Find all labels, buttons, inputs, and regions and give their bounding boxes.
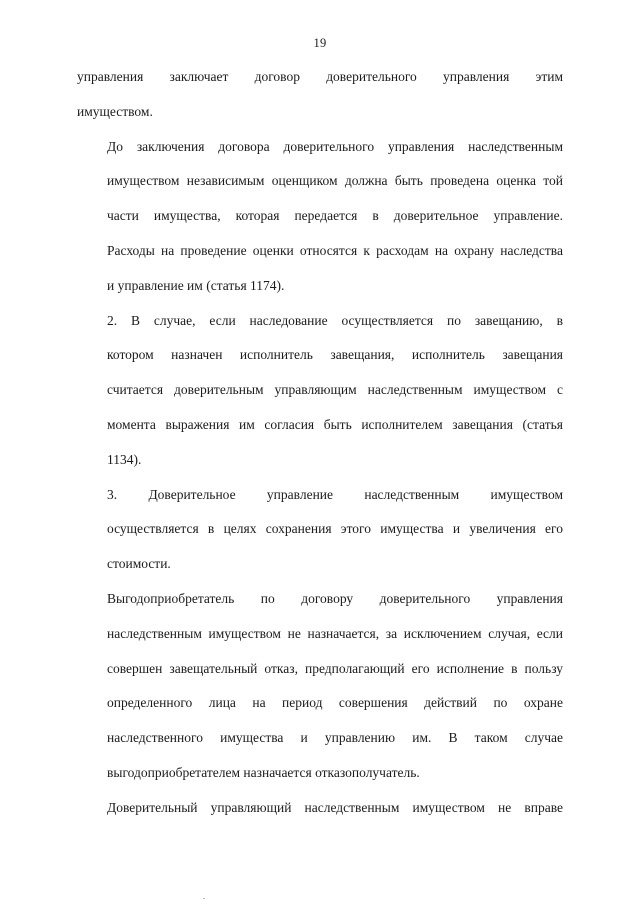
text-line: и управление им (статья 1174).	[107, 277, 285, 293]
text-line: определенного лица на период совершения действий по охране	[107, 695, 563, 711]
page-number: 19	[313, 36, 327, 50]
text-line: котором назначен исполнитель завещания, исполнитель завещания	[107, 347, 563, 363]
paragraph	[77, 60, 563, 130]
document-body	[77, 60, 563, 826]
text-line: стоимости.	[107, 556, 171, 572]
text-line: части имущества, которая передается в доверительное управление.	[107, 208, 563, 224]
text-line: Доверительный управляющий наследственным имуществом не вправе	[107, 799, 563, 815]
paragraph	[77, 791, 563, 826]
text-line: управления заключает договор доверительного управления этим	[77, 69, 563, 84]
paragraph	[77, 304, 563, 478]
paragraph	[77, 130, 563, 304]
text-line: 1134).	[107, 451, 142, 467]
text-line: имуществом.	[77, 103, 153, 119]
text-line: До заключения договора доверительного управления наследственным	[107, 138, 563, 154]
text-line: выгодоприобретателем назначается отказополучатель.	[107, 764, 420, 780]
text-line: 3. Доверительное управление наследственным имуществом	[107, 486, 563, 502]
paragraph	[77, 582, 563, 791]
text-line: момента выражения им согласия быть исполнителем завещания (статья	[107, 416, 563, 432]
text-line: совершен завещательный отказ, предполагающий его исполнение в пользу	[107, 660, 563, 676]
text-line: наследственным имуществом не назначается, за исключением случая, если	[107, 625, 563, 641]
text-line: считается доверительным управляющим наследственным имуществом с	[107, 382, 563, 398]
text-line: имуществом независимым оценщиком должна быть проведена оценка той	[107, 173, 563, 189]
text-line: осуществляется в целях сохранения этого имущества и увеличения его	[107, 521, 563, 537]
paragraph	[77, 478, 563, 582]
text-line: Расходы на проведение оценки относятся к расходам на охрану наследства	[107, 242, 563, 258]
scan-speck	[203, 898, 205, 899]
text-line: 2. В случае, если наследование осуществляется по завещанию, в	[107, 312, 563, 328]
text-line: наследственного имущества и управлению им. В таком случае	[107, 730, 563, 746]
text-line: Выгодоприобретатель по договору доверительного управления	[107, 590, 563, 606]
